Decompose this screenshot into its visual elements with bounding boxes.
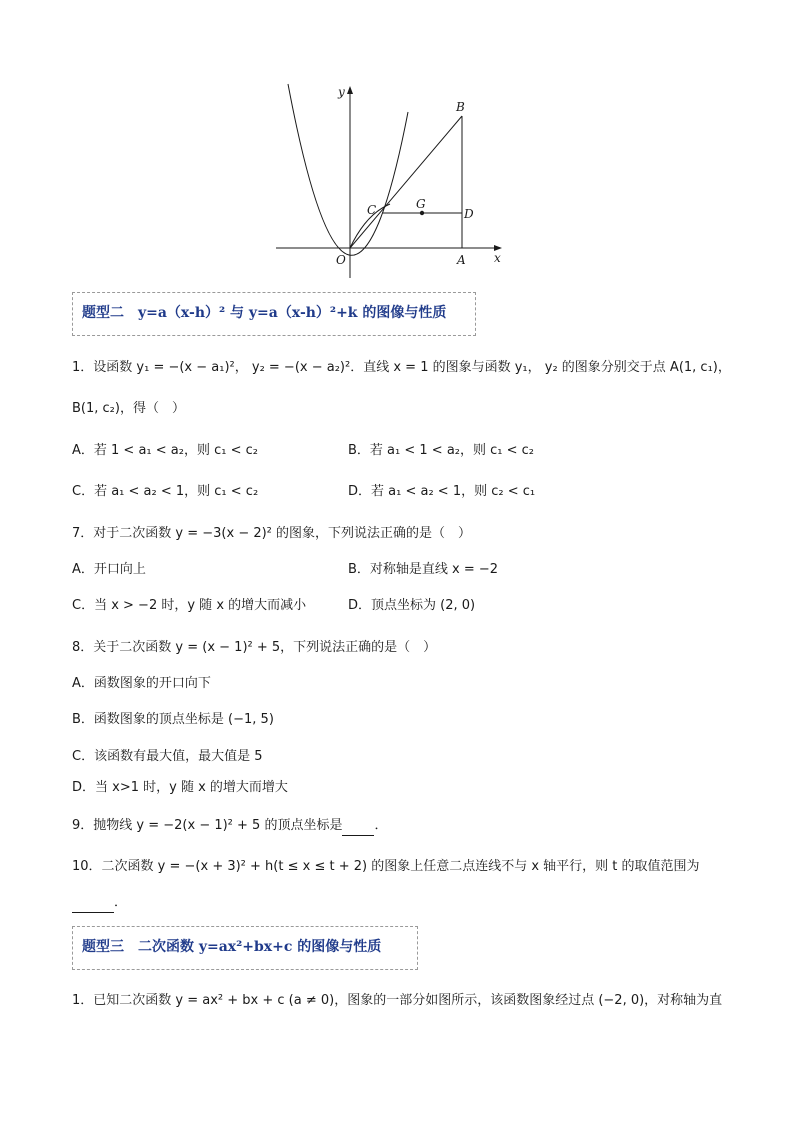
label-b: B [456,100,465,114]
line-ob [350,116,462,248]
y-axis-arrow [347,86,353,94]
q9-end: ． [374,818,388,833]
q8-option-b: B．函数图象的顶点坐标是 (−1, 5) [72,712,274,727]
label-d: D [464,207,474,221]
parabola-steep [288,84,408,255]
q8-stem: 8．关于二次函数 y = (x − 1)² + 5，下列说法正确的是（ ） [72,640,437,655]
label-g: G [416,197,426,211]
q7-stem: 7．对于二次函数 y = −3(x − 2)² 的图象，下列说法正确的是（ ） [72,526,472,541]
label-a: A [457,253,466,267]
q8-option-a: A．函数图象的开口向下 [72,676,211,691]
q1-option-d: D．若 a₁ < a₂ < 1，则 c₂ < c₁ [348,484,536,499]
q10-answer-line [72,894,127,913]
q9-stem: 9．抛物线 y = −2(x − 1)² + 5 的顶点坐标是 [72,818,343,833]
q9-answer-blank[interactable] [342,817,374,836]
q1-stem-cont: B(1, c₂)，得（ ） [72,401,185,416]
section-title-3: 题型三 二次函数 y=ax²+bx+c 的图像与性质 [82,939,382,955]
label-y: y [338,85,345,99]
section-title-2: 题型二 y=a（x-h）² 与 y=a（x-h）²+k 的图像与性质 [82,305,447,321]
label-c: C [367,203,377,217]
q7-option-b: B．对称轴是直线 x = −2 [348,562,499,577]
q1-option-b: B．若 a₁ < 1 < a₂，则 c₁ < c₂ [348,443,534,458]
s3-q1-stem: 1．已知二次函数 y = ax² + bx + c (a ≠ 0)，图象的一部分如图所示，该函数图象经过点 (−2, 0)，对称轴为直 [72,993,723,1008]
q8-option-c: C．该函数有最大值，最大值是 5 [72,749,263,764]
q10-stem: 10．二次函数 y = −(x + 3)² + h(t ≤ x ≤ t + 2) 的图象上任意二点连线不与 x 轴平行，则 t 的取值范围为 [72,859,700,874]
label-x: x [494,251,501,265]
label-o: O [336,253,346,267]
q7-option-c: C．当 x > −2 时，y 随 x 的增大而减小 [72,598,307,613]
q7-option-d: D．顶点坐标为 (2, 0) [348,598,476,613]
q1-stem: 1．设函数 y₁ = −(x − a₁)²， y₂ = −(x − a₂)²．直线 x = 1 的图象与函数 y₁， y₂ 的图象分别交于点 A(1, c₁)， [72,360,731,375]
q10-answer-blank[interactable] [72,894,114,913]
parabola-figure [270,82,510,282]
q1-option-c: C．若 a₁ < a₂ < 1，则 c₁ < c₂ [72,484,259,499]
q9-line [72,817,387,836]
q8-option-d: D．当 x>1 时，y 随 x 的增大而增大 [72,780,288,795]
q10-end: ． [114,895,128,910]
q7-option-a: A．开口向上 [72,562,146,577]
point-g [420,211,424,215]
q1-option-a: A．若 1 < a₁ < a₂，则 c₁ < c₂ [72,443,258,458]
